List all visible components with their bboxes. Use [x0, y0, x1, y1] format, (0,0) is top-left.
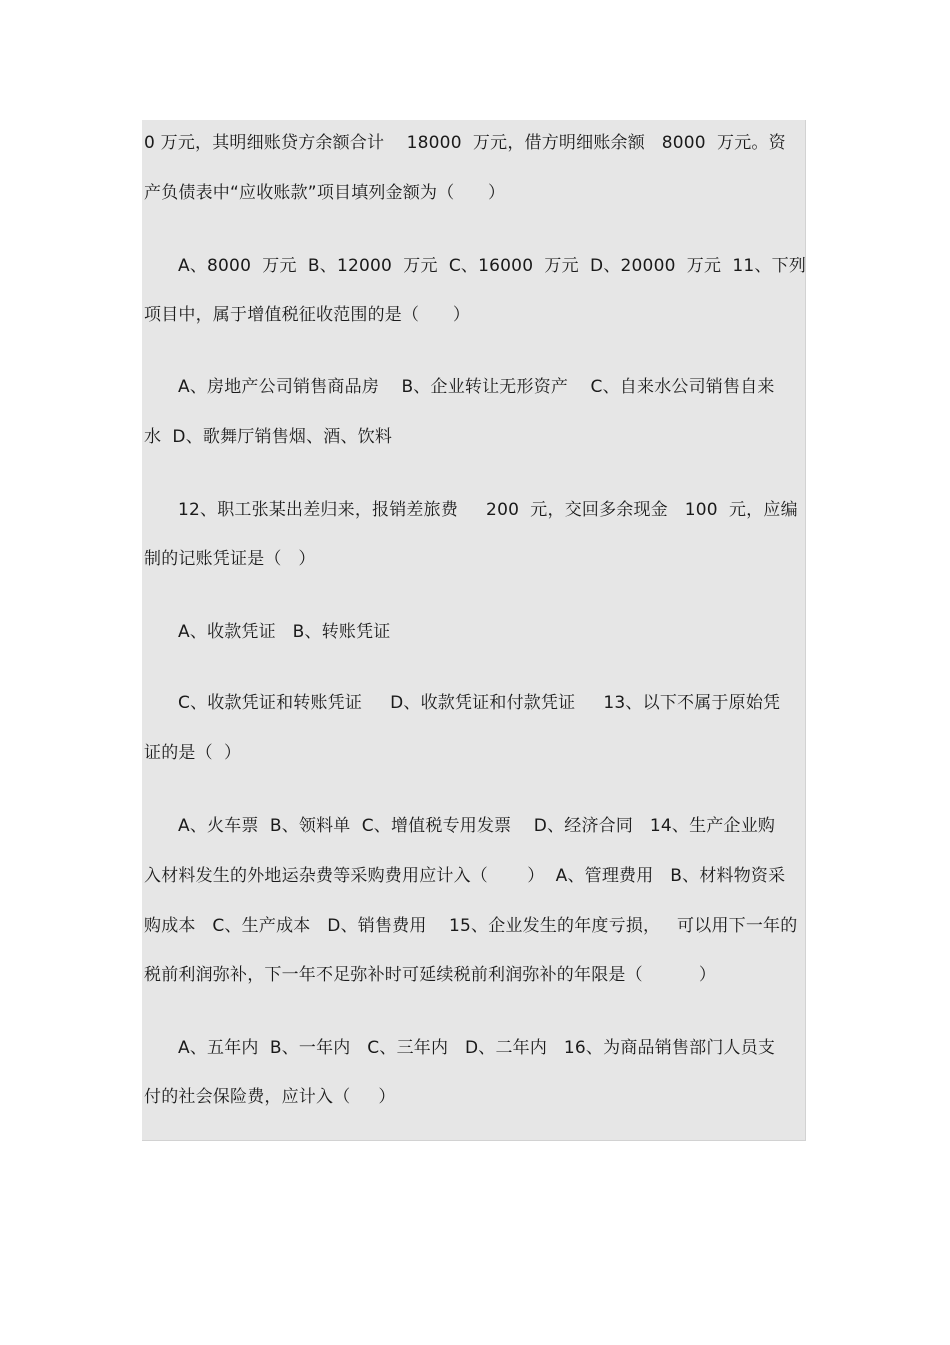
text-line-10: C、收款凭证和转账凭证 D、收款凭证和付款凭证 13、以下不属于原始凭 — [178, 693, 781, 713]
text-line-3: A、8000 万元 B、12000 万元 C、16000 万元 D、20000 万元 11、下列 — [178, 256, 807, 276]
text-line-13: 入材料发生的外地运杂费等采购费用应计入（ ） A、管理费用 B、材料物资采 — [144, 866, 786, 886]
text-line-11: 证的是（ ） — [144, 743, 242, 763]
text-line-1: 0 万元，其明细账贷方余额合计 18000 万元，借方明细账余额 8000 万元。资 — [144, 133, 786, 153]
text-line-8: 制的记账凭证是（ ） — [144, 549, 316, 569]
text-line-9: A、收款凭证 B、转账凭证 — [178, 622, 391, 642]
text-line-16: A、五年内 B、一年内 C、三年内 D、二年内 16、为商品销售部门人员支 — [178, 1038, 776, 1058]
text-line-4: 项目中，属于增值税征收范围的是（ ） — [144, 305, 471, 325]
text-line-12: A、火车票 B、领料单 C、增值税专用发票 D、经济合同 14、生产企业购 — [178, 816, 776, 836]
text-line-15: 税前利润弥补，下一年不足弥补时可延续税前利润弥补的年限是（ ） — [144, 965, 717, 985]
text-line-6: 水 D、歌舞厅销售烟、酒、饮料 — [144, 427, 393, 447]
text-line-17: 付的社会保险费，应计入（ ） — [144, 1087, 396, 1107]
text-line-14: 购成本 C、生产成本 D、销售费用 15、企业发生的年度亏损， 可以用下一年的 — [144, 916, 798, 936]
text-line-5: A、房地产公司销售商品房 B、企业转让无形资产 C、自来水公司销售自来 — [178, 377, 775, 397]
text-line-2: 产负债表中“应收账款”项目填列金额为（ ） — [144, 183, 506, 203]
text-line-7: 12、职工张某出差归来，报销差旅费 200 元，交回多余现金 100 元，应编 — [178, 500, 798, 520]
